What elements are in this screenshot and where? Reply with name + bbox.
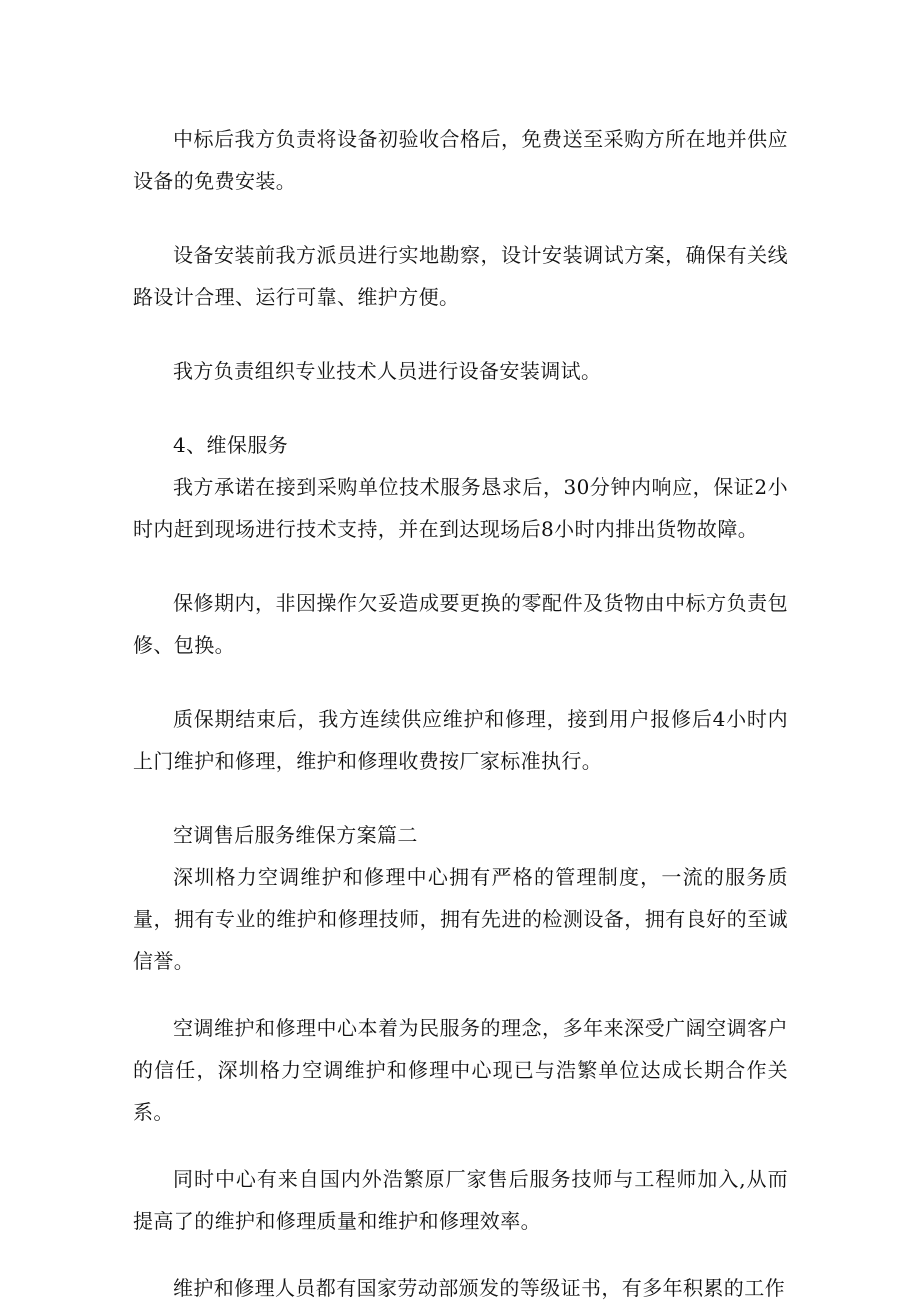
paragraph-center-philosophy: 空调维护和修理中心本着为民服务的理念，多年来深受广阔空调客户的信任，深圳格力空调维护和修理中心现已与浩繁单位达成长期合作关系。 <box>133 1016 788 1124</box>
paragraph-certification: 维护和修理人员都有国家劳动部颁发的等级证书，有多年积累的工作 <box>173 1276 785 1300</box>
paragraph-warranty-replacement: 保修期内，非因操作欠妥造成要更换的零配件及货物由中标方负责包修、包换。 <box>133 591 788 657</box>
paragraph-site-survey: 设备安装前我方派员进行实地勘察，设计安装调试方案，确保有关线路设计合理、运行可靠、维护方便。 <box>133 243 788 309</box>
paragraph-center-intro: 深圳格力空调维护和修理中心拥有严格的管理制度，一流的服务质量，拥有专业的维护和修理技师，拥有先进的检测设备，拥有良好的至诚信誉。 <box>133 865 788 973</box>
paragraph-technicians: 同时中心有来自国内外浩繁原厂家售后服务技师与工程师加入,从而提高了的维护和修理质量和维护和修理效率。 <box>133 1167 788 1233</box>
paragraph-installation-debugging: 我方负责组织专业技术人员进行设备安装调试。 <box>173 359 602 383</box>
document-body <box>133 118 788 1309</box>
section-heading-maintenance: 4、维保服务 <box>173 433 289 457</box>
paragraph-installation-delivery: 中标后我方负责将设备初验收合格后，免费送至采购方所在地并供应设备的免费安装。 <box>133 127 788 193</box>
section-heading-plan-two: 空调售后服务维保方案篇二 <box>173 823 418 847</box>
paragraph-response-commitment: 我方承诺在接到采购单位技术服务恳求后，30分钟内响应，保证2小时内赶到现场进行技术支持，并在到达现场后8小时内排出货物故障。 <box>133 475 788 541</box>
paragraph-after-warranty: 质保期结束后，我方连续供应维护和修理，接到用户报修后4小时内上门维护和修理，维护和修理收费按厂家标准执行。 <box>133 707 788 773</box>
